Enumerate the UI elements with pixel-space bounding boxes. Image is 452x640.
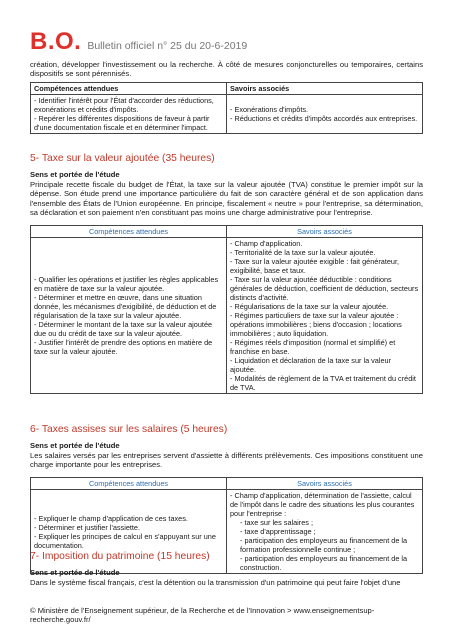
section-text-6: Les salaires versés par les entreprises servent d'assiette à différents prélèvements. Ces impositions constituent une charge importante pour les entreprises. xyxy=(30,451,423,470)
list-item: - Identifier l'intérêt pour l'État d'accorder des réductions, exonérations et crédits d'impôts. xyxy=(34,96,214,114)
savoirs-cell xyxy=(227,238,423,394)
savoirs-cell xyxy=(227,95,423,134)
table-header-competences: Compétences attendues xyxy=(31,83,227,95)
competences-cell xyxy=(31,238,227,394)
page-header xyxy=(30,30,247,54)
section-heading-5: 5- Taxe sur la valeur ajoutée (35 heures) xyxy=(30,153,215,164)
list-item: - Déterminer le montant de la taxe sur la valeur ajoutée due ou du crédit de taxe sur la valeur ajoutée. xyxy=(34,320,213,338)
list-item: - taxe sur les salaires ; xyxy=(240,518,313,527)
section-subheading-5: Sens et portée de l'étude xyxy=(30,170,120,179)
list-item: - Expliquer le champ d'application de ces taxes. xyxy=(34,513,188,523)
bo-logo: B.O. xyxy=(30,28,82,55)
table-header-competences: Compétences attendues xyxy=(31,226,227,238)
bulletin-title: Bulletin officiel n° 25 du 20-6-2019 xyxy=(87,40,248,52)
list-item: - Régimes réels d'imposition (normal et simplifié) et franchise en base. xyxy=(230,338,396,356)
list-item: - Repérer les différentes dispositions de faveur à partir d'une documentation fiscale et en déterminer l'impact. xyxy=(34,114,210,132)
competences-table-4 xyxy=(30,82,423,134)
section-heading-6: 6- Taxes assises sur les salaires (5 heures) xyxy=(30,424,228,435)
section-heading-7: 7- Imposition du patrimoine (15 heures) xyxy=(30,551,210,562)
list-item: - Liquidation et déclaration de la taxe sur la valeur ajoutée. xyxy=(230,356,392,374)
list-item: - Taxe sur la valeur ajoutée déductible : conditions générales de déduction, coefficient de déduction, secteurs distincts d'activité. xyxy=(230,275,419,302)
table-header-competences: Compétences attendues xyxy=(31,478,227,490)
list-item: - Taxe sur la valeur ajoutée exigible : fait générateur, exigibilité, base et taux. xyxy=(230,257,400,275)
list-item: - taxe d'apprentissage ; xyxy=(240,527,316,536)
list-item: - Régimes particuliers de taxe sur la valeur ajoutée : opérations immobilières ; biens d'occasion ; locations immobilières ; auto liquidation. xyxy=(230,311,402,338)
intro-paragraph: création, développer l'investissement ou la recherche. À côté de mesures conjoncturelles ou temporaires, certains dispositifs se sont pérennisés. xyxy=(30,60,423,79)
list-item: - Justifier l'intérêt de prendre des options en matière de taxe sur la valeur ajoutée. xyxy=(34,338,213,356)
savoirs-cell xyxy=(227,490,423,574)
list-item: - Régularisations de la taxe sur la valeur ajoutée. xyxy=(230,302,389,311)
table-header-savoirs: Savoirs associés xyxy=(227,478,423,490)
list-item: - participation des employeurs au financement de la formation professionnelle continue ; xyxy=(240,536,408,554)
list-item: - Réductions et crédits d'impôts accordés aux entreprises. xyxy=(230,114,418,123)
section-subheading-7: Sens et portée de l'étude xyxy=(30,568,120,577)
page-footer: © Ministère de l'Enseignement supérieur, de la Recherche et de l'Innovation > www.enseignementsup-recherche.gouv.fr/ xyxy=(30,606,375,625)
list-item: - Champ d'application. xyxy=(230,239,303,248)
list-item: - Exonérations d'impôts. xyxy=(230,105,309,114)
list-item: - Champ d'application, détermination de l'assiette, calcul de l'impôt dans le cadre des situations les plus courantes pour l'entreprise : xyxy=(230,491,415,518)
table-header-savoirs: Savoirs associés xyxy=(227,226,423,238)
section-subheading-6: Sens et portée de l'étude xyxy=(30,441,120,450)
list-item: - Territorialité de la taxe sur la valeur ajoutée. xyxy=(230,248,376,257)
section-text-7: Dans le système fiscal français, c'est la détention ou la transmission d'un patrimoine qui peut faire l'objet d'une xyxy=(30,578,401,587)
table-header-savoirs: Savoirs associés xyxy=(227,83,423,95)
competences-cell xyxy=(31,95,227,134)
list-item: - participation des employeurs au financement de la construction. xyxy=(240,554,408,572)
list-item: - Expliquer les principes de calcul en s'appuyant sur une documentation. xyxy=(34,531,216,550)
section-text-5: Principale recette fiscale du budget de l'État, la taxe sur la valeur ajoutée (TVA) constitue le premier impôt sur la dépense. Son étude prend une importance particulière du fait de son caractère général et de son application dans l'ensemble des États de l'Union européenne. En principe, fiscalement « neutre » pour l'entreprise, sa détermination, sa déclaration et son paiement n'en constituant pas moins une charge administrative pour l'entreprise. xyxy=(30,180,423,218)
competences-table-5 xyxy=(30,225,423,394)
list-item: - Qualifier les opérations et justifier les règles applicables en matière de taxe sur la valeur ajoutée. xyxy=(34,275,219,293)
list-item: - Modalités de règlement de la TVA et traitement du crédit de TVA. xyxy=(230,374,416,392)
list-item: - Déterminer et justifier l'assiette. xyxy=(34,522,141,532)
list-item: - Déterminer et mettre en œuvre, dans une situation donnée, les mécanismes d'exigibilité, de déduction et de régularisation de la taxe sur la valeur ajoutée. xyxy=(34,293,217,320)
